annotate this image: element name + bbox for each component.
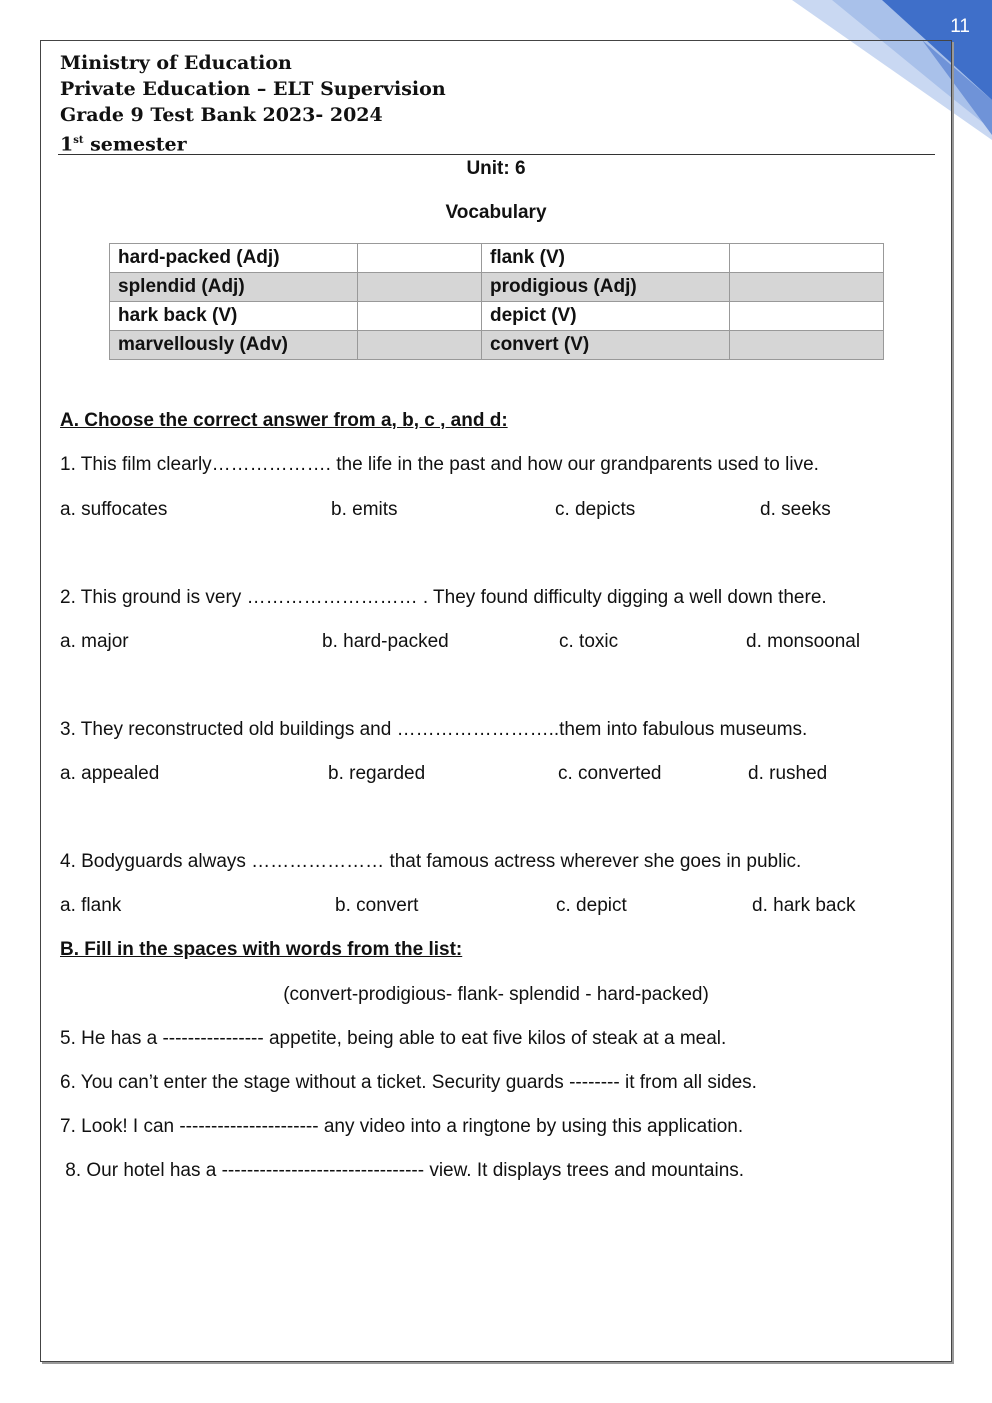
section-b-heading: B. Fill in the spaces with words from the list: [60, 939, 463, 960]
option-3c[interactable]: c. converted [558, 763, 662, 784]
vocab-row [110, 273, 884, 302]
vocab-meaning-cell[interactable] [358, 244, 482, 273]
option-1d[interactable]: d. seeks [760, 499, 831, 520]
section-a-heading: A. Choose the correct answer from a, b, c , and d: [60, 410, 508, 431]
vocab-word: convert (V) [482, 331, 730, 360]
vocab-word: prodigious (Adj) [482, 273, 730, 302]
option-4a[interactable]: a. flank [60, 895, 122, 916]
vocab-meaning-cell[interactable] [730, 273, 884, 302]
vocab-word: flank (V) [482, 244, 730, 273]
option-1b[interactable]: b. emits [331, 499, 398, 520]
fill-item-7: 7. Look! I can ---------------------- any video into a ringtone by using this application. [60, 1116, 744, 1137]
option-4b[interactable]: b. convert [335, 895, 419, 916]
vocab-meaning-cell[interactable] [730, 244, 884, 273]
page-number: 11 [950, 16, 970, 37]
option-4d[interactable]: d. hark back [752, 895, 856, 916]
vocab-word: marvellously (Adv) [110, 331, 358, 360]
option-1c[interactable]: c. depicts [555, 499, 636, 520]
question-2: 2. This ground is very ……………………… . They found difficulty digging a well down there. [60, 587, 827, 608]
vocab-word: hard-packed (Adj) [110, 244, 358, 273]
vocab-meaning-cell[interactable] [358, 302, 482, 331]
option-1a[interactable]: a. suffocates [60, 499, 168, 520]
word-list: (convert-prodigious- flank- splendid - hard-packed) [283, 984, 709, 1005]
vocab-word: splendid (Adj) [110, 273, 358, 302]
option-3d[interactable]: d. rushed [748, 763, 828, 784]
vocab-meaning-cell[interactable] [730, 302, 884, 331]
vocabulary-title: Vocabulary [445, 202, 547, 223]
fill-item-5: 5. He has a ---------------- appetite, being able to eat five kilos of steak at a meal. [60, 1028, 727, 1049]
option-2a[interactable]: a. major [60, 631, 129, 652]
fill-item-8: 8. Our hotel has a -------------------------------- view. It displays trees and mountains. [60, 1160, 745, 1181]
header-ministry: Ministry of Education [60, 52, 292, 74]
unit-title: Unit: 6 [466, 158, 526, 179]
vocab-word: hark back (V) [110, 302, 358, 331]
header-test-bank: Grade 9 Test Bank 2023- 2024 [60, 104, 383, 126]
question-1: 1. This film clearly………………. the life in the past and how our grandparents used to live. [60, 454, 819, 475]
vocabulary-table [109, 243, 884, 360]
option-2d[interactable]: d. monsoonal [746, 631, 861, 652]
option-3a[interactable]: a. appealed [60, 763, 160, 784]
option-2c[interactable]: c. toxic [559, 631, 619, 652]
document-header [60, 50, 446, 157]
question-3: 3. They reconstructed old buildings and ……………………..them into fabulous museums. [60, 719, 808, 740]
option-4c[interactable]: c. depict [556, 895, 627, 916]
vocab-word: depict (V) [482, 302, 730, 331]
option-3b[interactable]: b. regarded [328, 763, 426, 784]
question-4: 4. Bodyguards always ………………… that famous actress wherever she goes in public. [60, 851, 802, 872]
header-semester: 1st semester [60, 133, 187, 156]
fill-item-6: 6. You can’t enter the stage without a ticket. Security guards -------- it from all sides. [60, 1072, 757, 1093]
header-department: Private Education – ELT Supervision [60, 78, 446, 100]
vocab-meaning-cell[interactable] [358, 273, 482, 302]
vocab-row [110, 244, 884, 273]
header-divider [58, 154, 935, 155]
option-2b[interactable]: b. hard-packed [322, 631, 449, 652]
vocab-row [110, 331, 884, 360]
vocab-row [110, 302, 884, 331]
vocab-meaning-cell[interactable] [730, 331, 884, 360]
vocab-meaning-cell[interactable] [358, 331, 482, 360]
